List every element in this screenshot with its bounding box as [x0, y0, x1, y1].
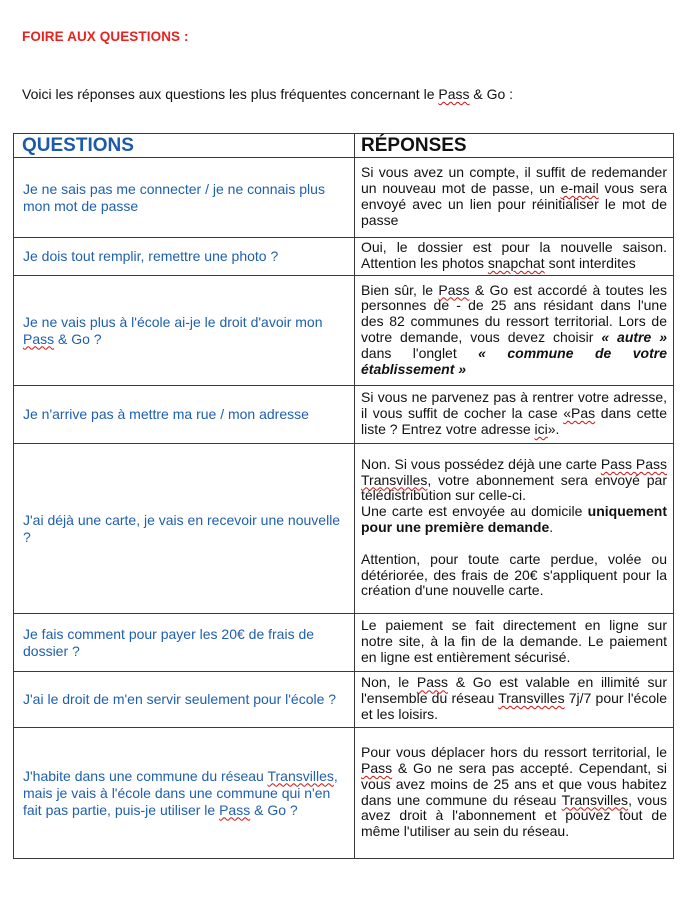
table-header-row: [14, 134, 674, 158]
question-cell: Je n'arrive pas à mettre ma rue / mon adresse: [14, 386, 355, 444]
question-cell: Je dois tout remplir, remettre une photo ?: [14, 238, 355, 276]
table-row: [14, 238, 674, 276]
table-row: [14, 158, 674, 238]
table-row: [14, 386, 674, 444]
answer-cell: Si vous avez un compte, il suffit de redemander un nouveau mot de passe, un e-mail vous sera envoyé avec un lien pour réinitialiser le mot de passe: [355, 158, 674, 238]
table-row: [14, 614, 674, 672]
intro-text: Voici les réponses aux questions les plus fréquentes concernant le Pass & Go :: [22, 86, 514, 102]
table-row: [14, 444, 674, 614]
column-header-answers: RÉPONSES: [355, 134, 674, 158]
table-row: [14, 672, 674, 728]
faq-table: [13, 133, 674, 859]
question-cell: J'ai le droit de m'en servir seulement pour l'école ?: [14, 672, 355, 728]
answer-cell: Si vous ne parvenez pas à rentrer votre adresse, il vous suffit de cocher la case «Pas dans cette liste ? Entrez votre adresse ici».: [355, 386, 674, 444]
column-header-questions: QUESTIONS: [14, 134, 355, 158]
question-cell: Je ne sais pas me connecter / je ne connais plus mon mot de passe: [14, 158, 355, 238]
answer-cell: Le paiement se fait directement en ligne sur notre site, à la fin de la demande. Le paiement en ligne est entièrement sécurisé.: [355, 614, 674, 672]
answer-cell: Non. Si vous possédez déjà une carte Pass Pass Transvilles, votre abonnement sera envoyé par télédistribution sur celle-ci. Une carte est envoyée au domicile uniquement pour une première demande. Attention, pour toute carte perdue, volée ou détériorée, des frais de 20€ s'appliquent pour la création d'une nouvelle carte.: [355, 444, 674, 614]
table-row: [14, 276, 674, 386]
answer-cell: Oui, le dossier est pour la nouvelle saison. Attention les photos snapchat sont interdites: [355, 238, 674, 276]
table-row: [14, 728, 674, 859]
answer-cell: Pour vous déplacer hors du ressort territorial, le Pass & Go ne sera pas accepté. Cependant, si vous avez moins de 25 ans et que vous habitez dans une commune du réseau Transvilles, vous avez droit à l'abonnement et pouvez tout de même l'utiliser au sein du réseau.: [355, 728, 674, 859]
question-cell: J'ai déjà une carte, je vais en recevoir une nouvelle ?: [14, 444, 355, 614]
brand-name: Pass: [438, 86, 470, 102]
answer-cell: Bien sûr, le Pass & Go est accordé à toutes les personnes de - de 25 ans résidant dans l'une des 82 communes du ressort territorial. Lors de votre demande, vous devez choisir « autre » dans l'onglet « commune de votre établissement »: [355, 276, 674, 386]
page-heading: FOIRE AUX QUESTIONS :: [22, 29, 189, 44]
question-cell: Je fais comment pour payer les 20€ de frais de dossier ?: [14, 614, 355, 672]
question-cell: J'habite dans une commune du réseau Transvilles, mais je vais à l'école dans une commune qui n'en fait pas partie, puis-je utiliser le Pass & Go ?: [14, 728, 355, 859]
question-cell: Je ne vais plus à l'école ai-je le droit d'avoir mon Pass & Go ?: [14, 276, 355, 386]
answer-cell: Non, le Pass & Go est valable en illimité sur l'ensemble du réseau Transvilles 7j/7 pour l'école et les loisirs.: [355, 672, 674, 728]
